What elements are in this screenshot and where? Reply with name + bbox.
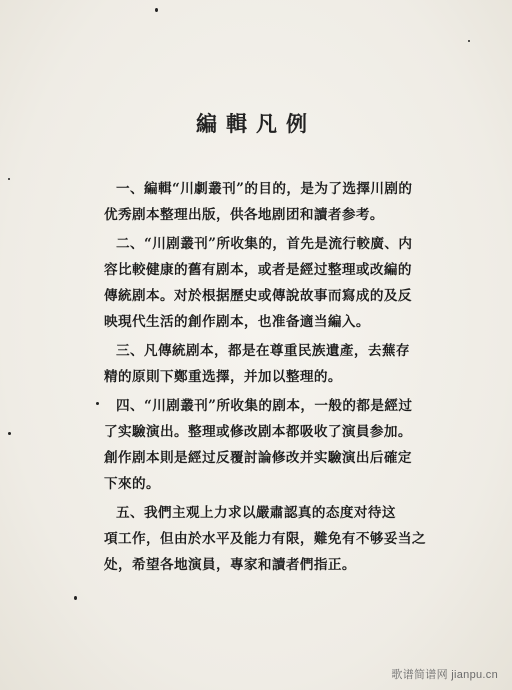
paragraph [104, 500, 434, 578]
text-line: 精的原則下鄭重选擇，并加以整理的。 [104, 369, 342, 385]
text-line: 了实驗演出。整理或修改剧本都吸收了演員参加。 [104, 424, 412, 440]
speck-mark [8, 178, 10, 180]
text-line: 下來的。 [104, 476, 160, 492]
paragraph [104, 176, 434, 228]
text-line: 項工作，但由於水平及能力有限，難免有不够妥当之 [104, 531, 426, 547]
body-text [104, 176, 434, 581]
speck-mark [96, 402, 99, 405]
text-line: 处，希望各地演員，專家和讀者們指正。 [104, 557, 356, 573]
watermark: 歌谱简谱网 jianpu.cn [391, 669, 498, 681]
paragraph [104, 338, 434, 390]
speck-mark [155, 8, 158, 12]
text-line: 創作剧本則是經过反覆討論修改并实驗演出后確定 [104, 450, 412, 466]
text-line: 四、“川剧叢刊”所收集的剧本，一般的都是經过 [116, 398, 413, 414]
page-title: 編輯凡例 [196, 111, 316, 136]
text-line: 容比較健康的舊有剧本，或者是經过整理或改編的 [104, 262, 412, 278]
text-line: 一、編輯“川劇叢刊”的目的，是为了选擇川剧的 [116, 181, 413, 197]
text-line: 优秀剧本整理出版，供各地剧团和讀者参考。 [104, 207, 384, 223]
speck-mark [74, 596, 77, 600]
speck-mark [8, 432, 11, 435]
text-line: 五、我們主观上力求以嚴肅認真的态度对待这 [116, 505, 396, 521]
paragraph [104, 231, 434, 335]
speck-mark [468, 40, 470, 42]
text-line: 映現代生活的創作剧本，也准备適当編入。 [104, 314, 370, 330]
text-line: 傳統剧本。对於根据歷史或傳說故事而寫成的及反 [104, 288, 412, 304]
paragraph [104, 393, 434, 497]
text-line: 三、凡傳統剧本，都是在尊重民族遺產，去蕪存 [116, 343, 410, 359]
text-line: 二、“川剧叢刊”所收集的，首先是流行較廣、内 [116, 236, 413, 252]
